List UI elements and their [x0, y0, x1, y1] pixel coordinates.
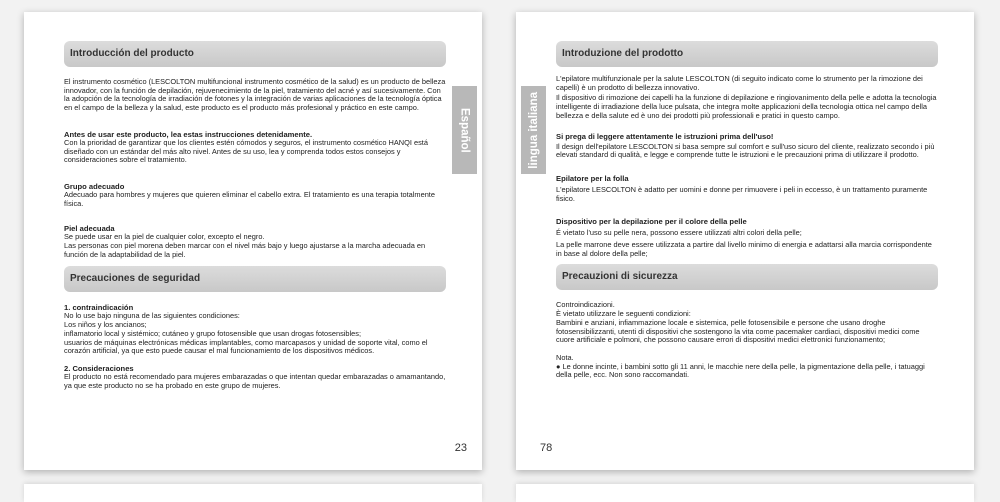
- read-text: Il design dell'epilatore LESCOLTON si basa sempre sul comfort e sull'uso sicuro del cliente, realizzato secondo i più elevati standard di qualità, e legge e comprende tutte le istruzioni e le precauzioni prima di utilizzare il prodotto.: [556, 141, 935, 160]
- intro-text: El instrumento cosmético (LESCOLTON multifuncional instrumento cosmético de la salud) es un producto de belleza innovador, con la función de depilación, rejuvenecimiento de la piel, tratamiento del acné y así sucesivamente. Con la adopción de la tecnología de irradiación de fotones y la integración de varias aplicaciones de la tecnología óptica en el campo de la belleza y la salud, este producto es el producto más profesional y práctico en este campo.: [64, 77, 446, 113]
- intro-header: Introduzione del prodotto: [556, 41, 938, 67]
- read-title: Si prega di leggere attentamente le istruzioni prima dell'uso!: [556, 131, 774, 141]
- intro-text-1: L'epilatore multifunzionale per la salute LESCOLTON (di seguito indicato come lo strumento per la rimozione dei capelli) è un prodotto di bellezza innovativo.: [556, 74, 923, 92]
- read-title: Antes de usar este producto, lea estas instrucciones detenidamente.: [64, 129, 313, 139]
- page-edge-right: [516, 484, 974, 502]
- contra-line: È vietato utilizzare le seguenti condizioni:: [556, 309, 691, 319]
- language-tab-italian: lingua italiana: [521, 86, 546, 174]
- contra-line: usuarios de máquinas electrónicas médicas implantables, como marcapasos y unidad de soporte vital, como el corazón artificial, ya que esto puede causar el mal funcionamiento de los dispositivos médicos.: [64, 337, 428, 356]
- contra-line: inflamatorio local y sistémico; cutáneo y grupo fotosensible que usan drogas fotosensibles;: [64, 328, 362, 338]
- page-italian: [516, 12, 974, 470]
- skin-title: Piel adecuada: [64, 224, 115, 234]
- read-text: Con la prioridad de garantizar que los clientes estén cómodos y seguros, el instrumento cosmético HANQI está diseñado con un estándar del más alto nivel. Antes de su uso, lea y comprenda todos estos consejos y consideraciones sobre el tratamiento.: [64, 137, 428, 165]
- contra-line: No lo use bajo ninguna de las siguientes condiciones:: [64, 311, 240, 321]
- contra-line: Bambini e anziani, infiammazione locale e sistemica, pelle fotosensibile e persone che usano droghe fotosensibilizzanti, utenti di dispositivi che sostengono la vita come pacemaker cardiaci, dispositivi medici come cuore artificiale e polmoni, che possono causare errori di dispositivi medici elettronici funzionamento;: [556, 317, 920, 345]
- safety-header: Precauzioni di sicurezza: [556, 264, 938, 290]
- note-title: Nota.: [556, 352, 574, 362]
- group-text: Adecuado para hombres y mujeres que quieren eliminar el cabello extra. El tratamiento es una terapia totalmente física.: [64, 189, 435, 208]
- page-spanish: [24, 12, 482, 470]
- italian-content: [556, 41, 938, 380]
- page-number: 23: [454, 442, 467, 454]
- skin-text-2: Las personas con piel morena deben marcar con el nivel más bajo y luego ajustarse a la marcha adecuada en función de la adaptabilidad de la piel.: [64, 241, 426, 259]
- crowd-title: Epilatore per la folla: [556, 173, 629, 183]
- crowd-text: L'epilatore LESCOLTON è adatto per uomini e donne per rimuovere i peli in eccesso, è un trattamento puramente fisico.: [556, 184, 928, 203]
- note-text: ● Le donne incinte, i bambini sotto gli 11 anni, le macchie nere della pelle, la pigmentazione della pelle, i tatuaggi della pelle, ecc. Non sono raccomandati.: [556, 361, 925, 380]
- page-edge-left: [24, 484, 482, 502]
- consider-text: El producto no está recomendado para mujeres embarazadas o que intentan quedar embarazadas o amamantando, ya que este producto no se ha probado en este grupo de mujeres.: [64, 371, 446, 390]
- safety-header: Precauciones de seguridad: [64, 266, 446, 292]
- skin-text-1: É vietato l'uso su pelle nera, possono essere utilizzati altri colori della pelle;: [556, 228, 802, 238]
- language-tab-spanish: Español: [452, 86, 477, 174]
- intro-text-2: Il dispositivo di rimozione dei capelli ha la funzione di depilazione e ringiovanimento della pelle e adotta la tecnologia intelligente di irradiazione della luce pulsata, che integra molte applicazioni della tecnologia ottica nel campo della bellezza e della salute ed è uno dei prodotti più professionali e pratici in questo campo.: [556, 93, 937, 120]
- skin-text-1: Se puede usar en la piel de cualquier color, excepto el negro.: [64, 232, 265, 242]
- consider-title: 2. Consideraciones: [64, 363, 134, 373]
- spanish-content: [64, 41, 446, 390]
- contra-line: Los niños y los ancianos;: [64, 320, 147, 330]
- skin-text-2: La pelle marrone deve essere utilizzata a partire dal livello minimo di energia e adattarsi alla marcia corrispondente in base al dolore della pelle;: [556, 240, 932, 258]
- group-title: Grupo adecuado: [64, 181, 125, 191]
- contra-title: 1. contraindicación: [64, 303, 134, 313]
- page-number: 78: [540, 442, 553, 454]
- contra-line: Controindicazioni.: [556, 300, 615, 310]
- intro-header: Introducción del producto: [64, 41, 446, 67]
- skin-title: Dispositivo per la depilazione per il colore della pelle: [556, 217, 747, 227]
